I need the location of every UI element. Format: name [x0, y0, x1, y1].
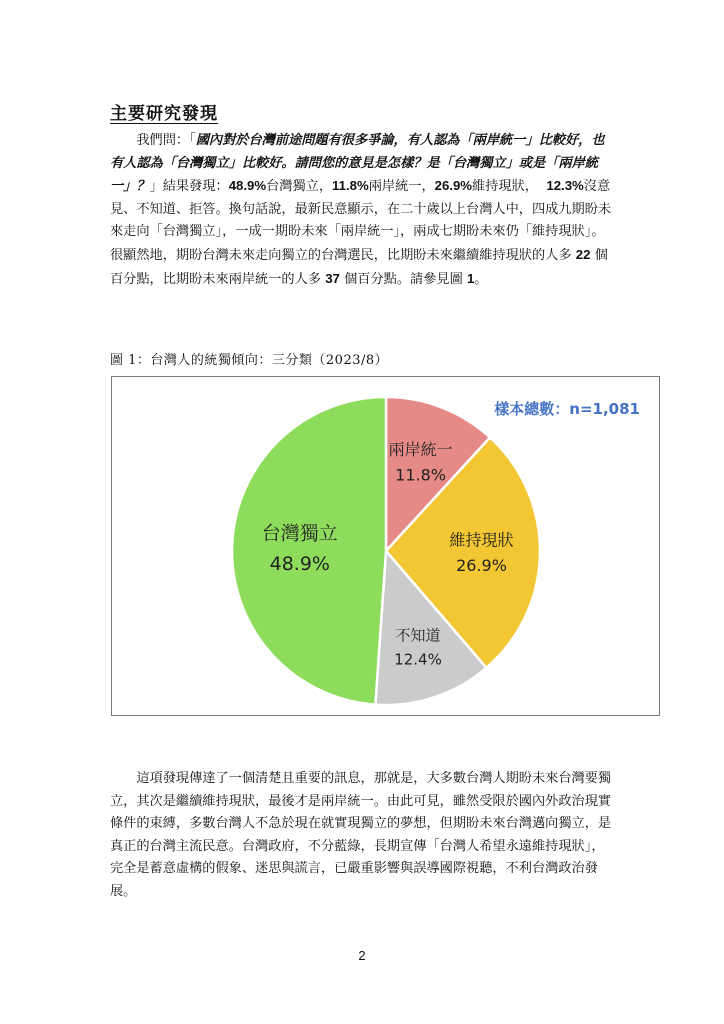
stat-no-opinion: 12.3%	[546, 178, 584, 194]
slice-label-1: 兩岸統一	[388, 439, 453, 459]
pie-slice-4	[232, 397, 386, 705]
result-lead: 」結果發現：	[149, 179, 229, 195]
text-3: 維持現狀，	[472, 179, 547, 195]
pie-chart-frame	[111, 376, 660, 716]
figure-ref: 1	[466, 270, 475, 286]
text-5: 個百分點，比期盼未來兩岸統一的人多	[110, 247, 608, 287]
stat-independence: 48.9%	[228, 178, 267, 194]
conclusion-paragraph: 這項發現傳達了一個清楚且重要的訊息，那就是，大多數台灣人期盼未來台灣要獨立，其次是繼續維持現狀，最後才是兩岸統一。由此可見，雖然受限於國內外政治現實條件的束縛，多數台灣人不急於現在就實現獨立的夢想，但期盼未來台灣邁向獨立，是真正的台灣主流民意。台灣政府，不分藍綠，長期宣傳「台灣人希望永遠維持現狀」，完全是蓄意虛構的假象、迷思與謊言，已嚴重影響與誤導國際視聽，不利台灣政治發展。	[110, 771, 612, 899]
text-7: 。	[474, 271, 488, 287]
stat-unification: 11.8%	[332, 178, 369, 194]
intro-text: 我們問：「	[110, 133, 196, 148]
slice-label-3: 不知道	[395, 626, 441, 645]
slice-value-2: 26.9%	[456, 555, 507, 575]
page-number: 2	[358, 948, 366, 963]
slice-label-4: 台灣獨立	[261, 522, 338, 545]
survey-question: 國內對於台灣前途問題有很多爭論，有人認為「兩岸統一」比較好，也有人認為「台灣獨立」比較好。請問您的意見是怎樣？是「台灣獨立」或是「兩岸統一」？	[110, 133, 605, 195]
text-6: 個百分點。請參見圖	[339, 271, 467, 287]
text-2: 兩岸統一，	[368, 179, 435, 195]
diff-unification: 37	[325, 270, 340, 286]
slice-label-2: 維持現狀	[449, 530, 514, 550]
figure-caption: 圖 1：台灣人的統獨傾向：三分類（2023/8）	[110, 353, 389, 368]
findings-paragraph	[110, 130, 615, 291]
slice-value-1: 11.8%	[395, 465, 447, 485]
diff-status-quo: 22	[575, 246, 591, 262]
text-4: 沒意見、不知道、拒答。換句話說，最新民意顯示，在二十歲以上台灣人中，四成九期盼未來走向「台灣獨立」，一成一期盼未來「兩岸統一」，兩成七期盼未來仍「維持現狀」。很顯然地，期盼台灣未來走向獨立的台灣選民，比期盼未來繼續維持現狀的人多	[110, 179, 612, 263]
text-1: 台灣獨立，	[266, 179, 333, 195]
pie-chart	[112, 377, 659, 715]
section-heading: 主要研究發現	[110, 104, 218, 124]
slice-value-4: 48.9%	[269, 552, 330, 575]
slice-value-3: 12.4%	[394, 650, 442, 669]
stat-status-quo: 26.9%	[434, 178, 473, 194]
sample-size-note: 樣本總數：n=1,081	[494, 400, 640, 418]
